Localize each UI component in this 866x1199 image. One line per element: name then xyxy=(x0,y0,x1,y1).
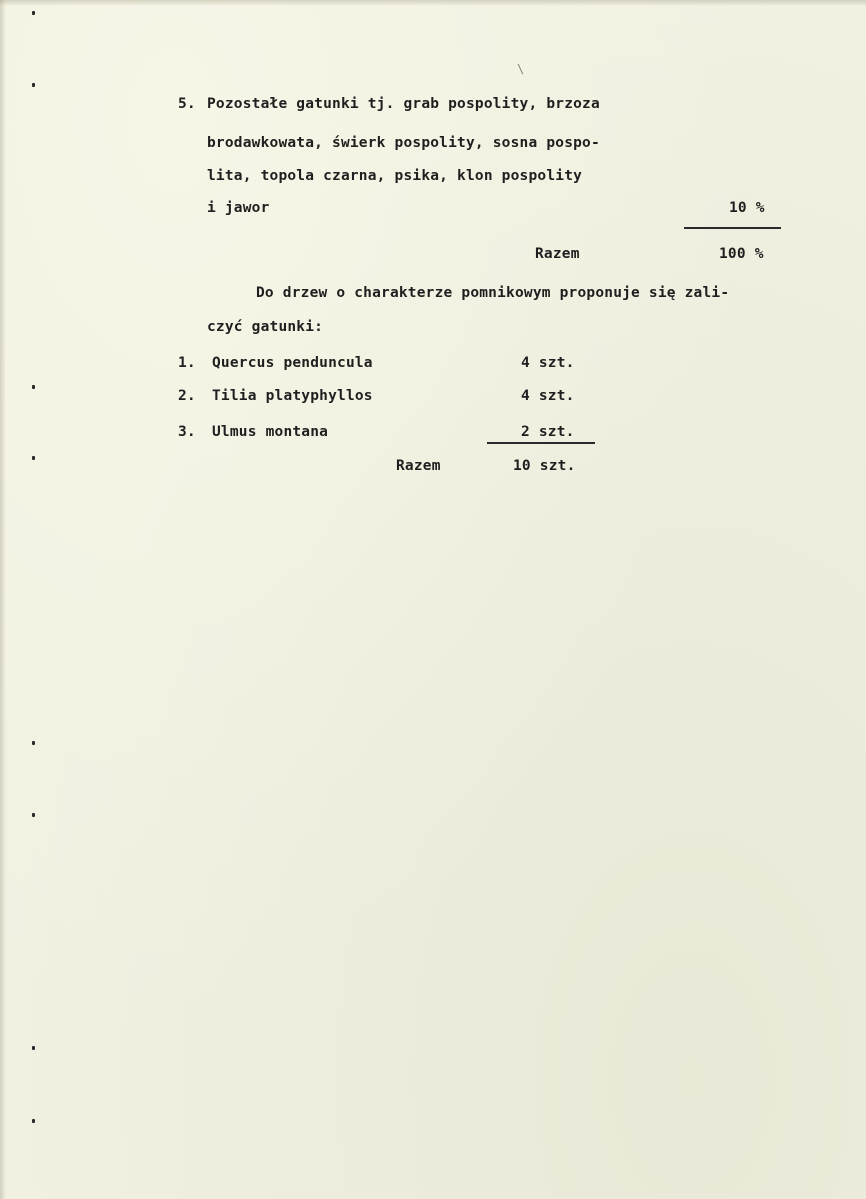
item5-number: 5. xyxy=(178,96,196,112)
monuments-intro-line1: Do drzew o charakterze pomnikowym proponuje się zali- xyxy=(256,285,730,301)
margin-dot xyxy=(32,741,35,745)
species-name: Tilia platyphyllos xyxy=(212,388,373,404)
page-edge-shadow-top xyxy=(0,0,866,6)
total-count-value: 10 szt. xyxy=(513,458,576,474)
species-count: 4 szt. xyxy=(521,355,575,371)
item5-line2: brodawkowata, świerk pospolity, sosna pospo- xyxy=(207,135,600,151)
species-name: Ulmus montana xyxy=(212,424,329,440)
margin-dot xyxy=(32,1046,35,1050)
species-count: 2 szt. xyxy=(521,424,575,440)
item5-line1: Pozostałe gatunki tj. grab pospolity, brzoza xyxy=(207,96,600,112)
total-percent-label: Razem xyxy=(535,246,580,262)
total-percent-value: 100 % xyxy=(719,246,764,262)
margin-dot xyxy=(32,813,35,817)
item5-line3: lita, topola czarna, psika, klon pospolity xyxy=(207,168,583,184)
count-underline xyxy=(487,442,595,444)
species-count: 4 szt. xyxy=(521,388,575,404)
species-number: 3. xyxy=(178,424,196,440)
species-number: 1. xyxy=(178,355,196,371)
monuments-intro-line2: czyć gatunki: xyxy=(207,319,324,335)
item5-line4: i jawor xyxy=(207,200,270,216)
margin-dot xyxy=(32,385,35,389)
margin-dot xyxy=(32,11,35,15)
margin-dot xyxy=(32,1119,35,1123)
item5-percent: 10 % xyxy=(729,200,765,216)
margin-dot xyxy=(32,456,35,460)
total-count-label: Razem xyxy=(396,458,441,474)
species-name: Quercus penduncula xyxy=(212,355,373,371)
sum-underline xyxy=(684,227,781,229)
page-edge-shadow-left xyxy=(0,0,6,1199)
margin-dot xyxy=(32,83,35,87)
species-number: 2. xyxy=(178,388,196,404)
pencil-mark: \ xyxy=(517,62,525,76)
